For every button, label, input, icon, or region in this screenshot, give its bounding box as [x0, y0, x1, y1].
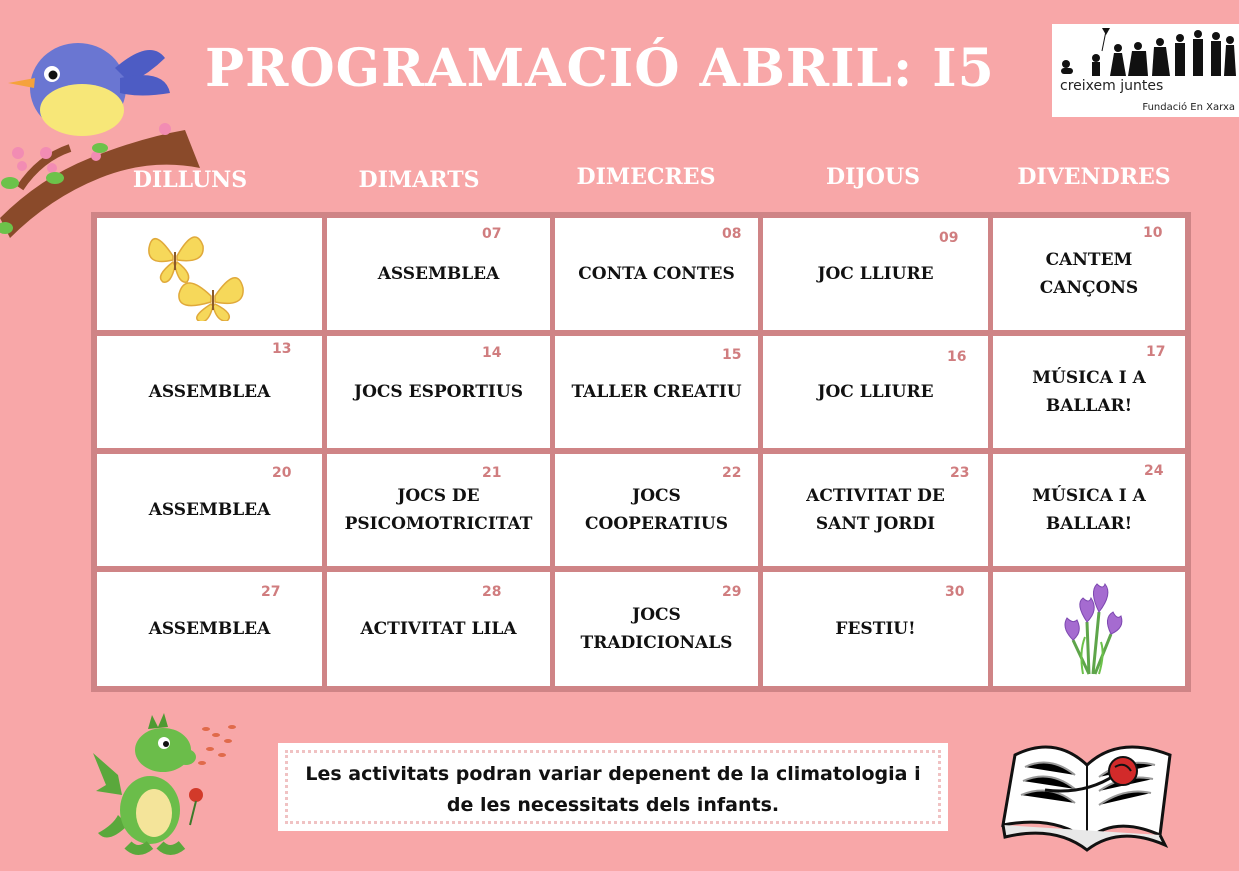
logo-org: Fundació En Xarxa	[1142, 102, 1235, 113]
calendar-cell	[555, 572, 758, 686]
calendar-cell	[763, 218, 988, 330]
activity-label: ACTIVITAT DE SANT JORDI	[806, 486, 945, 534]
date-number: 14	[482, 345, 502, 361]
activity-label: MÚSICA I A BALLAR!	[1032, 486, 1146, 534]
calendar-cell	[327, 454, 550, 566]
date-number: 13	[272, 341, 292, 357]
date-number: 22	[722, 465, 742, 481]
date-number: 16	[947, 349, 967, 365]
date-number: 07	[482, 226, 502, 242]
activity-label: JOCS TRADICIONALS	[580, 605, 733, 653]
activity-label: JOCS DE PSICOMOTRICITAT	[344, 486, 533, 534]
activity-label: FESTIU!	[835, 619, 916, 639]
book-with-rose-icon	[995, 715, 1180, 855]
calendar-cell	[763, 336, 988, 448]
calendar-cell	[97, 454, 322, 566]
calendar-cell	[555, 218, 758, 330]
note-line-1: Les activitats podran variar depenent de la climatologia i	[305, 763, 921, 785]
activity-label: CANTEM CANÇONS	[1039, 250, 1139, 298]
activity-label: MÚSICA I A BALLAR!	[1032, 368, 1146, 416]
day-header-wed: DIMECRES	[576, 164, 716, 190]
activity-label: JOCS ESPORTIUS	[354, 382, 523, 402]
calendar-cell	[327, 218, 550, 330]
calendar-cell	[763, 572, 988, 686]
date-number: 29	[722, 584, 742, 600]
date-number: 23	[950, 465, 970, 481]
date-number: 17	[1146, 344, 1166, 360]
calendar-grid	[91, 212, 1191, 692]
day-header-tue: DIMARTS	[358, 167, 480, 193]
activity-label: JOCS COOPERATIUS	[585, 486, 728, 534]
activity-label: ASSEMBLEA	[148, 619, 271, 639]
date-number: 20	[272, 465, 292, 481]
activity-label: JOC LLIURE	[817, 264, 934, 284]
calendar-cell	[555, 454, 758, 566]
note-text	[282, 759, 944, 821]
activity-label: CONTA CONTES	[578, 264, 735, 284]
calendar-cell	[327, 336, 550, 448]
calendar-cell	[555, 336, 758, 448]
date-number: 24	[1144, 463, 1164, 479]
calendar-cell	[993, 336, 1185, 448]
day-header-mon: DILLUNS	[132, 167, 248, 193]
activity-label: ACTIVITAT LILA	[360, 619, 517, 639]
date-number: 15	[722, 347, 742, 363]
note-line-2: de les necessitats dels infants.	[446, 794, 780, 816]
date-number: 08	[722, 226, 742, 242]
day-header-thu: DIJOUS	[825, 164, 920, 190]
disclaimer-note	[278, 743, 948, 831]
logo-brand: creixem juntes	[1060, 78, 1164, 94]
date-number: 28	[482, 584, 502, 600]
date-number: 27	[261, 584, 281, 600]
calendar-cell	[993, 454, 1185, 566]
calendar-cell	[993, 572, 1185, 686]
activity-label: ASSEMBLEA	[148, 500, 271, 520]
calendar-cell	[97, 218, 322, 330]
children-silhouettes-icon	[1056, 26, 1236, 80]
butterflies-icon	[145, 226, 250, 321]
date-number: 30	[945, 584, 965, 600]
activity-label: JOC LLIURE	[817, 382, 934, 402]
date-number: 09	[939, 230, 959, 246]
day-header-fri: DIVENDRES	[1017, 164, 1171, 190]
date-number: 21	[482, 465, 502, 481]
activity-label: ASSEMBLEA	[148, 382, 271, 402]
crocus-flowers-icon	[1059, 582, 1129, 677]
activity-label: TALLER CREATIU	[571, 382, 742, 402]
calendar-cell	[993, 218, 1185, 330]
calendar-cell	[97, 572, 322, 686]
page-title: PROGRAMACIÓ ABRIL: I5	[205, 38, 995, 99]
calendar-cell	[327, 572, 550, 686]
activity-label: ASSEMBLEA	[377, 264, 500, 284]
calendar-cell	[763, 454, 988, 566]
dragon-icon	[88, 705, 238, 855]
logo	[1052, 24, 1239, 117]
date-number: 10	[1143, 225, 1163, 241]
calendar-cell	[97, 336, 322, 448]
